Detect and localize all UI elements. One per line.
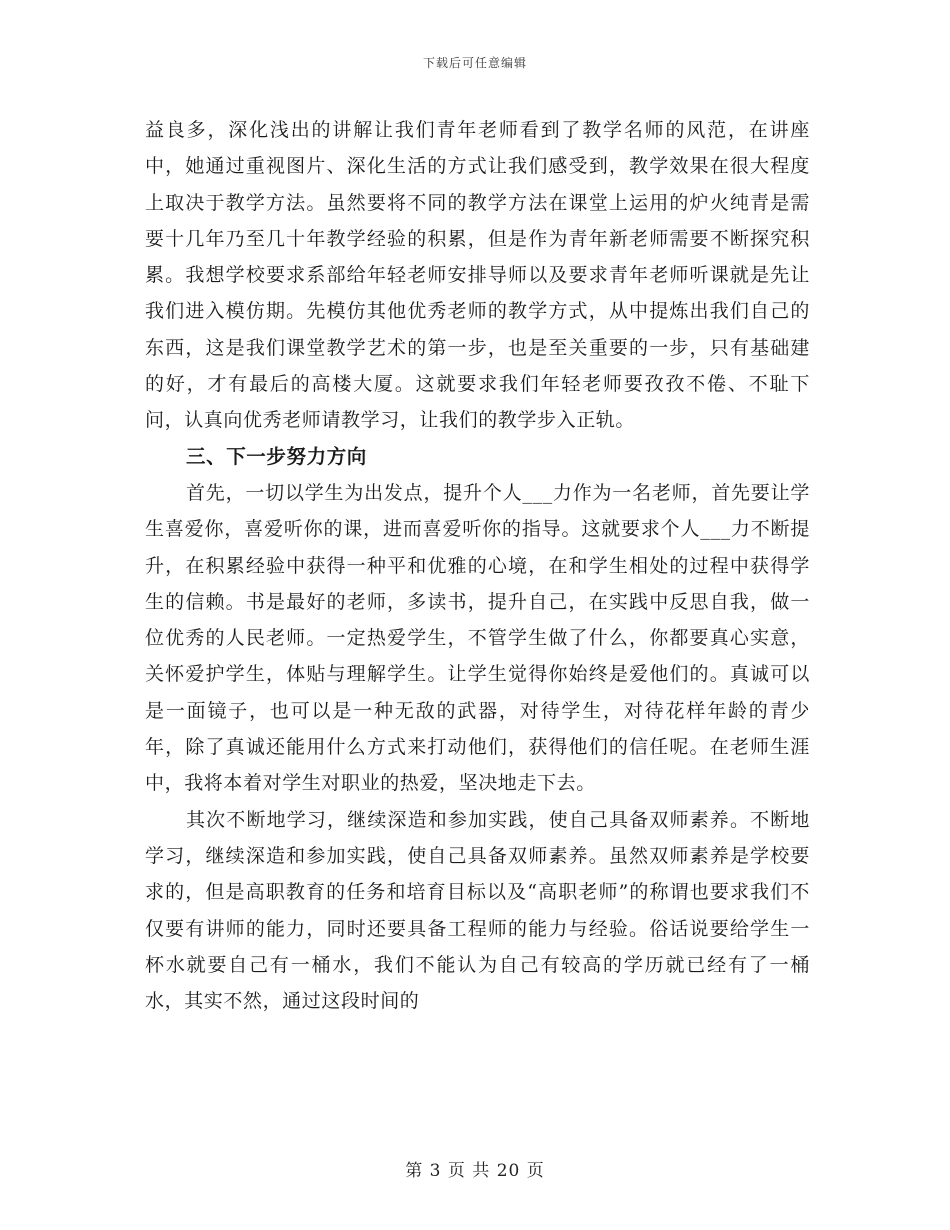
body-paragraph-2: 首先，一切以学生为出发点，提升个人___力作为一名老师，首先要让学生喜爱你，喜爱听你的课，进而喜爱听你的指导。这就要求个人___力不断提升，在积累经验中获得一种平和优雅的心境，在和学生相处的过程中获得学生的信赖。书是最好的老师，多读书，提升自己，在实践中反思自我，做一位优秀的人民老师。一定热爱学生，不管学生做了什么，你都要真心实意，关怀爱护学生，体贴与理解学生。让学生觉得你始终是爱他们的。真诚可以是一面镜子，也可以是一种无敌的武器，对待学生，对待花样年龄的青少年，除了真诚还能用什么方式来打动他们，获得他们的信任呢。在老师生涯中，我将本着对学生对职业的热爱，坚决地走下去。 [145,481,810,795]
section-heading: 三、下一步努力方向 [186,444,367,468]
body-paragraph-1: 益良多，深化浅出的讲解让我们青年老师看到了教学名师的风范，在讲座中，她通过重视图片、深化生活的方式让我们感受到，教学效果在很大程度上取决于教学方法。虽然要将不同的教学方法在课堂上运用的炉火纯青是需要十几年乃至几十年教学经验的积累，但是作为青年新老师需要不断探究积累。我想学校要求系部给年轻老师安排导师以及要求青年老师听课就是先让我们进入模仿期。先模仿其他优秀老师的教学方式，从中提炼出我们自己的东西，这是我们课堂教学艺术的第一步，也是至关重要的一步，只有基础建的好，才有最后的高楼大厦。这就要求我们年轻老师要孜孜不倦、不耻下问，认真向优秀老师请教学习，让我们的教学步入正轨。 [145,119,810,432]
page-number: 第 3 页 共 20 页 [405,1161,545,1181]
page-header-note: 下载后可任意编辑 [422,56,527,70]
document-body [145,112,810,1019]
body-paragraph-3: 其次不断地学习，继续深造和参加实践，使自己具备双师素养。不断地学习，继续深造和参加实践，使自己具备双师素养。虽然双师素养是学校要求的，但是高职教育的任务和培育目标以及“高职老师”的称谓也要求我们不仅要有讲师的能力，同时还要具备工程师的能力与经验。俗话说要给学生一杯水就要自己有一桶水，我们不能认为自己有较高的学历就已经有了一桶水，其实不然，通过这段时间的 [145,808,810,1013]
